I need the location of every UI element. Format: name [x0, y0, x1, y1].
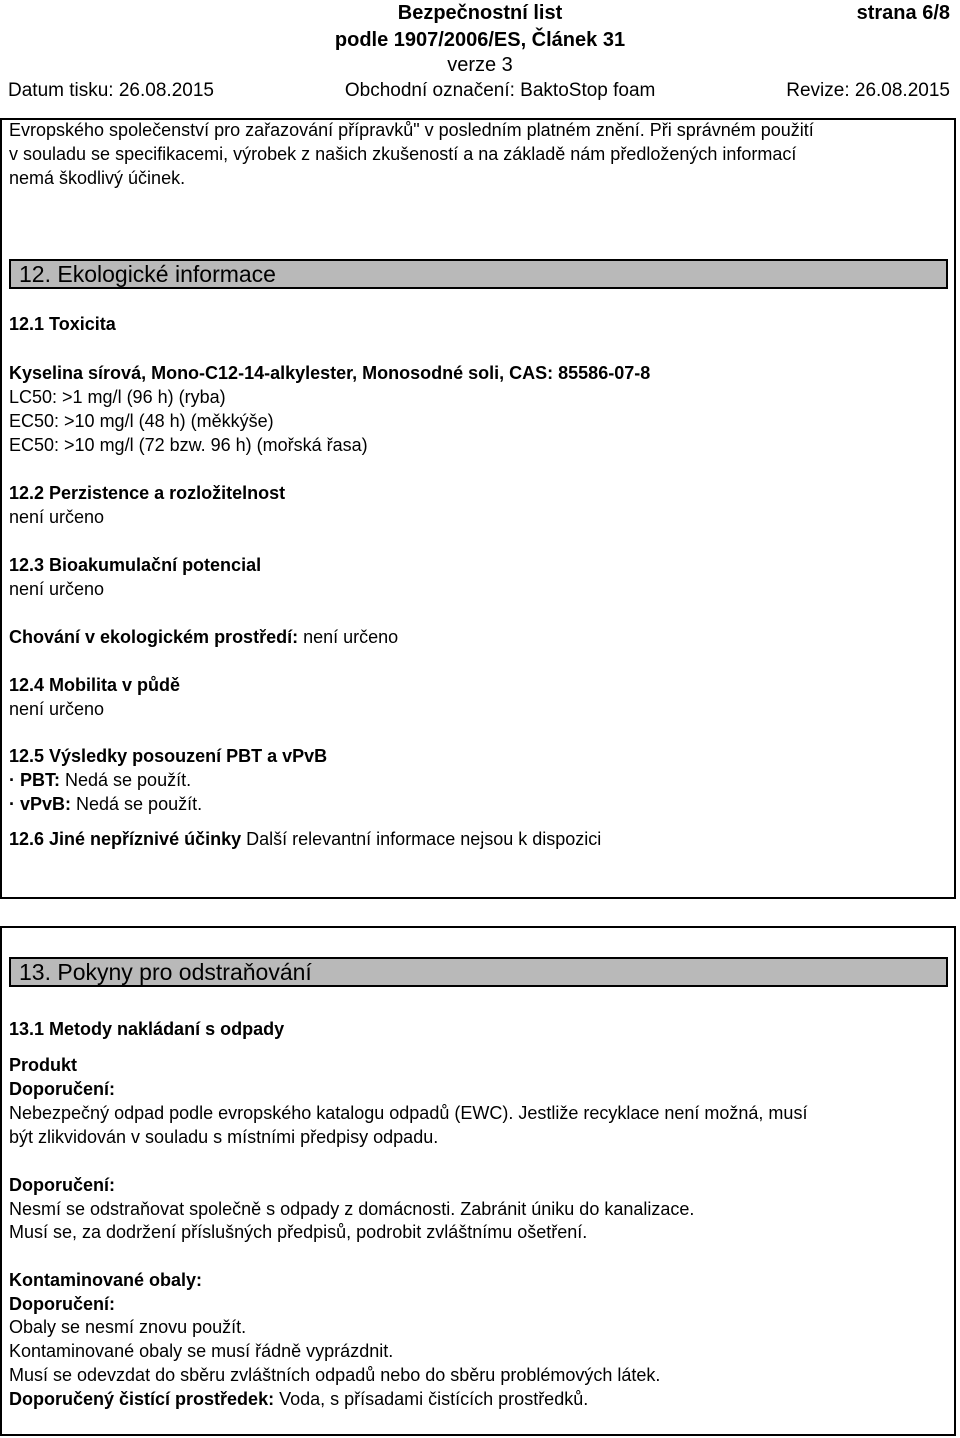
bioaccumulation-title: 12.3 Bioakumulační potencial	[9, 555, 262, 575]
revision-date: Revize: 26.08.2015	[786, 80, 950, 101]
environment-behaviour-label: Chování v ekologickém prostředí:	[9, 627, 299, 647]
header-meta-row	[8, 81, 950, 100]
intro-line-3: nemá škodlivý účinek.	[9, 168, 186, 188]
ec50-algae-value: EC50: >10 mg/l (72 bzw. 96 h) (mořská řasa)	[9, 435, 368, 455]
substance-name: Kyselina sírová, Mono-C12-14-alkylester, Monosodné soli, CAS: 85586-07-8	[9, 363, 651, 383]
recommendation-3-line-2: Kontaminované obaly se musí řádně vyprázdnit.	[9, 1341, 394, 1361]
waste-methods-title: 13.1 Metody nakládaní s odpady	[9, 1019, 285, 1039]
environment-behaviour-value: není určeno	[298, 627, 399, 647]
persistence-title: 12.2 Perzistence a rozložitelnost	[9, 483, 286, 503]
version-label: verze 3	[447, 54, 513, 76]
toxicity-title: 12.1 Toxicita	[9, 314, 116, 334]
recommendation-3-line-1: Obaly se nesmí znovu použít.	[9, 1317, 247, 1337]
intro-line-1: Evropského společenství pro zařazování přípravků" v posledním platném znění. Při správném použití	[9, 120, 814, 140]
vpvb-label: · vPvB:	[9, 794, 72, 814]
vpvb-line	[9, 794, 202, 816]
recommendation-2-line-2: Musí se, za dodržení příslušných předpisů, podrobit zvláštnímu ošetření.	[9, 1222, 588, 1242]
recommendation-label-2: Doporučení:	[9, 1175, 115, 1195]
other-effects-line	[9, 829, 601, 851]
pbt-vpvb-title: 12.5 Výsledky posouzení PBT a vPvB	[9, 746, 328, 766]
other-effects-title: 12.6 Jiné nepříznivé účinky	[9, 829, 242, 849]
document-title: Bezpečnostní list	[397, 2, 563, 24]
recommendation-2-line-1: Nesmí se odstraňovat společně s odpady z domácnosti. Zabránit úniku do kanalizace.	[9, 1199, 695, 1219]
page-number: strana 6/8	[856, 2, 950, 24]
ec50-mollusc-value: EC50: >10 mg/l (48 h) (měkkýše)	[9, 411, 274, 431]
print-date: Datum tisku: 26.08.2015	[8, 80, 214, 101]
section-13-heading: 13. Pokyny pro odstraňování	[9, 957, 948, 987]
vpvb-value: Nedá se použít.	[71, 794, 203, 814]
recommendation-label-3: Doporučení:	[9, 1294, 115, 1314]
cleaning-agent-label: Doporučený čistící prostředek:	[9, 1389, 275, 1409]
trade-name: Obchodní označení: BaktoStop foam	[344, 80, 656, 101]
recommendation-3-line-3: Musí se odevzdat do sběru zvláštních odpadů nebo do sběru problémových látek.	[9, 1365, 661, 1385]
mobility-title: 12.4 Mobilita v půdě	[9, 675, 181, 695]
cleaning-agent-value: Voda, s přísadami čistících prostředků.	[274, 1389, 589, 1409]
cleaning-agent-line	[9, 1389, 588, 1411]
mobility-value: není určeno	[9, 699, 105, 719]
persistence-value: není určeno	[9, 507, 105, 527]
recommendation-1-line-2: být zlikvidován v souladu s místními předpisy odpadu.	[9, 1127, 439, 1147]
pbt-line	[9, 770, 191, 792]
pbt-value: Nedá se použít.	[60, 770, 192, 790]
intro-line-2: v souladu se specifikacemi, výrobek z našich zkušeností a na základě nám předložených informací	[9, 144, 797, 164]
section-12-heading: 12. Ekologické informace	[9, 259, 948, 289]
lc50-value: LC50: >1 mg/l (96 h) (ryba)	[9, 387, 226, 407]
pbt-label: · PBT:	[9, 770, 60, 790]
contaminated-packaging-label: Kontaminované obaly:	[9, 1270, 203, 1290]
bioaccumulation-value: není určeno	[9, 579, 105, 599]
recommendation-1-line-1: Nebezpečný odpad podle evropského katalogu odpadů (EWC). Jestliže recyklace není možná, musí	[9, 1103, 808, 1123]
other-effects-value: Další relevantní informace nejsou k dispozici	[241, 829, 602, 849]
regulation-reference: podle 1907/2006/ES, Článek 31	[334, 29, 626, 51]
product-label: Produkt	[9, 1055, 78, 1075]
recommendation-label-1: Doporučení:	[9, 1079, 115, 1099]
environment-behaviour	[9, 627, 398, 649]
